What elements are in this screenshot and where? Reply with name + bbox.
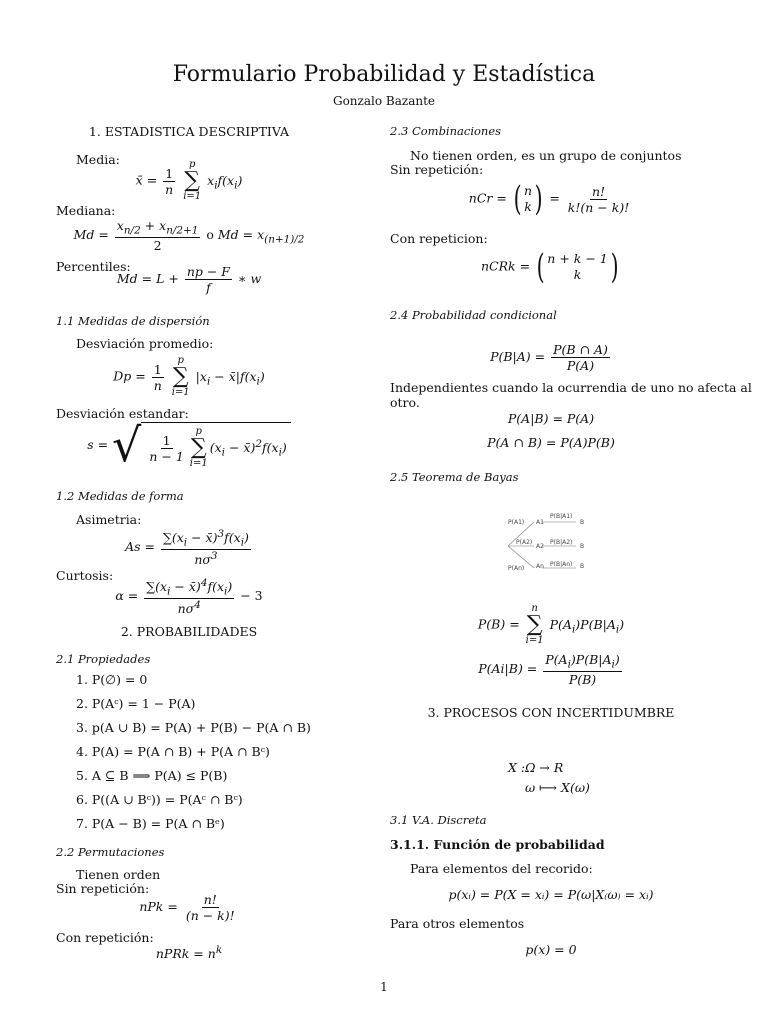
- indep-text-2: otro.: [390, 395, 420, 410]
- properties-list: [56, 668, 311, 836]
- indep-formula-1: P(A|B) = P(A): [507, 411, 595, 426]
- asimetria-label: Asimetria:: [76, 512, 142, 527]
- desv-std-formula: s = √ $\frac{1}{n - 1}$ p ∑ i=1 ($x_i$ − $x̄)^2f(x_i)$: [56, 422, 322, 469]
- combination-formula: nCr = ( n k ) = $\frac{n!}{k!(n - k)!}$: [468, 179, 630, 219]
- permutation-formula: nPk = $\frac{n!}{(n - k)!}$: [139, 892, 235, 923]
- subsection-2-3: 2.3 Combinaciones: [390, 124, 502, 138]
- subsection-1-2: 1.2 Medidas de forma: [56, 489, 184, 503]
- percentiles-label: Percentiles:: [56, 259, 131, 274]
- pmf-formula: p(xᵢ) = P(X = xᵢ) = P(ω|X₍ω₎ = xᵢ): [448, 887, 654, 902]
- page-number: 1: [380, 980, 388, 994]
- tree-label: A1: [536, 519, 544, 526]
- conditional-formula: P(B|A) = $\frac{P(B \cap A)}{P(A)}$: [490, 342, 608, 373]
- curtosis-formula: α = $\frac{\sum(x_i - x̄)^4f(x_i)}{n\sigma^4}$ − 3: [115, 577, 263, 617]
- property-item: 5. A ⊆ B ⟹ P(A) ≤ P(B): [76, 768, 228, 783]
- bayes-tree-diagram: [508, 510, 592, 574]
- media-label: Media:: [76, 152, 120, 167]
- comb-con-repeticion-label: Con repeticion:: [390, 231, 488, 246]
- bayes-formula: P(Ai|B) = $\frac{P(A_i)P(B|A_i)}{P(B)}$: [478, 652, 620, 687]
- p-zero-formula: p(x) = 0: [525, 942, 577, 957]
- subsection-1-1: 1.1 Medidas de dispersión: [56, 314, 210, 328]
- tree-label: P(B|An): [550, 561, 573, 568]
- property-item: 4. P(A) = P(A ∩ B) + P(A ∩ Bᶜ): [76, 744, 270, 759]
- mediana-formula: Md = $\frac{x_{n/2} + x_{n/2+1}}{2}$ o $Md = x_{(n+1)/2}$: [73, 218, 305, 253]
- permutation-rep-formula: nPRk = $n^k$: [155, 944, 223, 962]
- con-repeticion-label: Con repetición:: [56, 930, 154, 945]
- author: Gonzalo Bazante: [333, 94, 435, 108]
- asimetria-formula: As = $\frac{\sum(x_i - x̄)^3f(x_i)}{n\sigma^3}$: [125, 528, 249, 568]
- subsection-2-4: 2.4 Probabilidad condicional: [390, 308, 557, 322]
- mediana-label: Mediana:: [56, 203, 116, 218]
- comb-text-2: Sin repetición:: [390, 162, 484, 177]
- tree-label: P(A1): [508, 519, 525, 526]
- indep-formula-2: P(A ∩ B) = P(A)P(B): [487, 435, 615, 450]
- section-3-heading: 3. PROCESOS CON INCERTIDUMBRE: [427, 705, 675, 720]
- comb-text-1: No tienen orden, es un grupo de conjuntos: [410, 148, 682, 163]
- property-item: 3. p(A ∪ B) = P(A) + P(B) − P(A ∩ B): [76, 720, 311, 735]
- tree-label: P(A2): [516, 539, 533, 546]
- tree-label: A2: [536, 543, 544, 550]
- sin-repeticion-label: Sin repetición:: [56, 881, 150, 896]
- property-item: 1. P(∅) = 0: [76, 672, 148, 687]
- desv-std-label: Desviación estandar:: [56, 406, 189, 421]
- subsection-2-5: 2.5 Teorema de Bayas: [390, 470, 519, 484]
- tree-label: B: [580, 519, 585, 526]
- media-formula: x̄ = $\frac{1}{n}$ p ∑ i=1 $x_if(x_i)$: [135, 159, 243, 202]
- property-item: 7. P(A − B) = P(A ∩ Bᵉ): [76, 816, 225, 831]
- total-probability-formula: P(B) = n ∑ i=1 $P(A_i)P(B|A_i)$: [477, 603, 625, 646]
- page-title: Formulario Probabilidad y Estadística: [172, 62, 596, 87]
- indep-text-1: Independientes cuando la ocurrendia de uno no afecta al: [390, 380, 752, 395]
- omega-map: ω ⟼ X(ω): [525, 780, 590, 795]
- subsubsection-3-1-1: 3.1.1. Función de probabilidad: [390, 837, 605, 852]
- desv-prom-label: Desviación promedio:: [76, 336, 214, 351]
- tree-label: P(B|A1): [550, 513, 573, 520]
- tree-label: B: [580, 543, 585, 550]
- tree-label: B: [580, 563, 585, 570]
- percentiles-formula: Md = L + $\frac{np - F}{f}$ ∗ w: [116, 264, 262, 295]
- tree-label: P(An): [508, 565, 525, 572]
- subsection-3-1: 3.1 V.A. Discreta: [390, 813, 487, 827]
- section-1-heading: 1. ESTADISTICA DESCRIPTIVA: [88, 124, 290, 139]
- desv-prom-formula: Dp = $\frac{1}{n}$ p ∑ i=1 $|x_i$ − $x̄|f(x_i)$: [113, 355, 265, 398]
- subsection-2-2: 2.2 Permutaciones: [56, 845, 165, 859]
- tree-label: An: [536, 563, 544, 570]
- section-2-heading: 2. PROBABILIDADES: [120, 624, 258, 639]
- tree-label: P(B|A2): [550, 539, 573, 546]
- property-item: 6. P((A ∪ Bᶜ)) = P(Aᶜ ∩ Bᶜ): [76, 792, 243, 807]
- subsection-2-1: 2.1 Propiedades: [56, 652, 151, 666]
- tienen-orden-text: Tienen orden: [76, 867, 161, 882]
- otros-text: Para otros elementos: [390, 916, 525, 931]
- random-variable-map: X :Ω → R: [508, 760, 564, 775]
- combination-rep-formula: nCRk = ( n + k − 1 k ): [481, 247, 619, 287]
- property-item: 2. P(Aᶜ) = 1 − P(A): [76, 696, 196, 711]
- curtosis-label: Curtosis:: [56, 568, 114, 583]
- recorrido-text: Para elementos del recorido:: [410, 861, 593, 876]
